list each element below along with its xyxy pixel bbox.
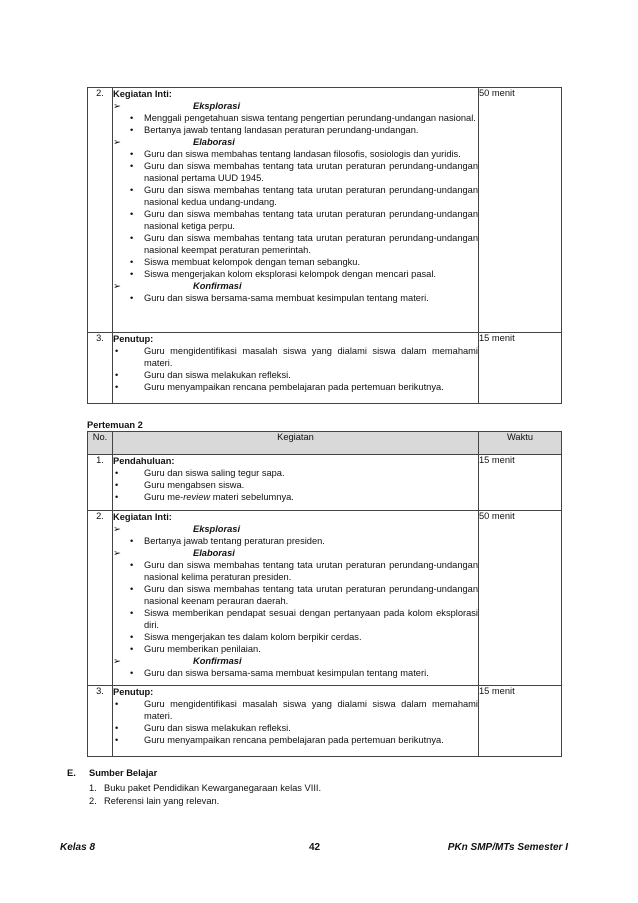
list-item: • Guru me-review materi sebelumnya. bbox=[113, 491, 478, 503]
list-item: • Siswa membuat kelompok dengan teman sebangku. bbox=[113, 256, 478, 268]
duration-cell: 50 menit bbox=[479, 511, 562, 686]
subsection-elaborasi: ➢ Elaborasi bbox=[113, 137, 235, 147]
list-item: • Siswa mengerjakan tes dalam kolom berpikir cerdas. bbox=[113, 631, 478, 643]
arrowhead-bullet-icon: ➢ bbox=[113, 137, 121, 147]
activity-cell bbox=[113, 686, 479, 757]
footer-left: Kelas 8 bbox=[60, 842, 96, 853]
list-item: • Guru dan siswa bersama-sama membuat kesimpulan tentang materi. bbox=[113, 292, 478, 304]
list-item: • Bertanya jawab tentang landasan peraturan perundang-undangan. bbox=[113, 124, 478, 136]
list-item: • Guru menyampaikan rencana pembelajaran pada pertemuan berikutnya. bbox=[113, 734, 478, 746]
arrowhead-bullet-icon: ➢ bbox=[113, 656, 121, 666]
activity-title: Kegiatan Inti: bbox=[113, 512, 172, 522]
list-item: • Guru dan siswa melakukan refleksi. bbox=[113, 369, 478, 381]
subsection-eksplorasi: ➢ Eksplorasi bbox=[113, 101, 241, 111]
footer-right: PKn SMP/MTs Semester I bbox=[447, 842, 568, 853]
table-row bbox=[88, 88, 562, 333]
list-item: 1. Buku paket Pendidikan Kewarganegaraan kelas VIII. bbox=[89, 783, 322, 793]
list-item: • Guru dan siswa membahas tentang tata urutan peraturan perundang-undangan nasional keempat peraturan pemerintah. bbox=[113, 232, 478, 256]
table-row bbox=[88, 511, 562, 686]
activity-title: Penutup: bbox=[113, 334, 154, 344]
table-row bbox=[88, 686, 562, 757]
activity-title: Pendahuluan: bbox=[113, 456, 175, 466]
subsection-elaborasi: ➢ Elaborasi bbox=[113, 548, 235, 558]
list-item: • Bertanya jawab tentang peraturan presiden. bbox=[113, 535, 478, 547]
list-item: • Guru dan siswa melakukan refleksi. bbox=[113, 722, 478, 734]
list-item: • Guru mengidentifikasi masalah siswa yang dialami siswa dalam memahami materi. bbox=[113, 698, 478, 722]
subsection-konfirmasi: ➢ Konfirmasi bbox=[113, 656, 242, 666]
section-label-pertemuan-2: Pertemuan 2 bbox=[87, 420, 143, 430]
row-number: 3. bbox=[88, 333, 113, 404]
list-item: • Guru mengidentifikasi masalah siswa yang dialami siswa dalam memahami materi. bbox=[113, 345, 478, 369]
activity-cell bbox=[113, 455, 479, 511]
header-kegiatan: Kegiatan bbox=[113, 432, 479, 455]
activity-cell bbox=[113, 333, 479, 404]
page-number: 42 bbox=[309, 842, 321, 853]
list-item: • Siswa mengerjakan kolom eksplorasi kelompok dengan mencari pasal. bbox=[113, 268, 478, 280]
list-item: • Guru dan siswa membahas tentang tata urutan peraturan perundang-undangan nasional kedua undang-undang. bbox=[113, 184, 478, 208]
section-title: Sumber Belajar bbox=[89, 768, 158, 778]
duration-cell: 15 menit bbox=[479, 455, 562, 511]
activity-cell bbox=[113, 511, 479, 686]
section-letter: E. bbox=[67, 768, 76, 778]
list-item: • Guru menyampaikan rencana pembelajaran pada pertemuan berikutnya. bbox=[113, 381, 478, 393]
sumber-heading bbox=[67, 768, 158, 778]
activity-title: Penutup: bbox=[113, 687, 154, 697]
list-item: 2. Referensi lain yang relevan. bbox=[89, 796, 220, 806]
table-header bbox=[88, 432, 562, 455]
list-item: • Menggali pengetahuan siswa tentang pengertian perundang-undangan nasional. bbox=[113, 112, 478, 124]
duration-cell: 50 menit bbox=[479, 88, 562, 333]
row-number: 1. bbox=[88, 455, 113, 511]
list-item: • Siswa memberikan pendapat sesuai dengan pertanyaan pada kolom eksplorasi diri. bbox=[113, 607, 478, 631]
table-row bbox=[88, 455, 562, 511]
list-item: • Guru dan siswa membahas tentang tata urutan peraturan perundang-undangan nasional keenam perauran daerah. bbox=[113, 583, 478, 607]
subsection-eksplorasi: ➢ Eksplorasi bbox=[113, 524, 241, 534]
row-number: 2. bbox=[88, 511, 113, 686]
activity-cell bbox=[113, 88, 479, 333]
list-item: • Guru dan siswa membahas tentang tata urutan peraturan perundang-undangan nasional pertama UUD 1945. bbox=[113, 160, 478, 184]
arrowhead-bullet-icon: ➢ bbox=[113, 524, 121, 534]
activity-title: Kegiatan Inti: bbox=[113, 89, 172, 99]
arrowhead-bullet-icon: ➢ bbox=[113, 548, 121, 558]
arrowhead-bullet-icon: ➢ bbox=[113, 101, 121, 111]
table-row bbox=[88, 333, 562, 404]
header-no: No. bbox=[88, 432, 113, 455]
list-item: • Guru memberikan penilaian. bbox=[113, 643, 478, 655]
activity-table-2 bbox=[87, 431, 562, 757]
list-item: • Guru dan siswa membahas tentang tata urutan peraturan perundang-undangan nasional kelima peraturan presiden. bbox=[113, 559, 478, 583]
arrowhead-bullet-icon: ➢ bbox=[113, 281, 121, 291]
duration-cell: 15 menit bbox=[479, 333, 562, 404]
row-number: 2. bbox=[88, 88, 113, 333]
header-waktu: Waktu bbox=[479, 432, 562, 455]
subsection-konfirmasi: ➢ Konfirmasi bbox=[113, 281, 242, 291]
activity-table-1 bbox=[87, 87, 562, 404]
list-item: • Guru dan siswa membahas tentang landasan filosofis, sosiologis dan yuridis. bbox=[113, 148, 478, 160]
duration-cell: 15 menit bbox=[479, 686, 562, 757]
list-item: • Guru dan siswa saling tegur sapa. bbox=[113, 467, 478, 479]
row-number: 3. bbox=[88, 686, 113, 757]
list-item: • Guru dan siswa bersama-sama membuat kesimpulan tentang materi. bbox=[113, 667, 478, 679]
list-item: • Guru dan siswa membahas tentang tata urutan peraturan perundang-undangan nasional ketiga perpu. bbox=[113, 208, 478, 232]
list-item: • Guru mengabsen siswa. bbox=[113, 479, 478, 491]
